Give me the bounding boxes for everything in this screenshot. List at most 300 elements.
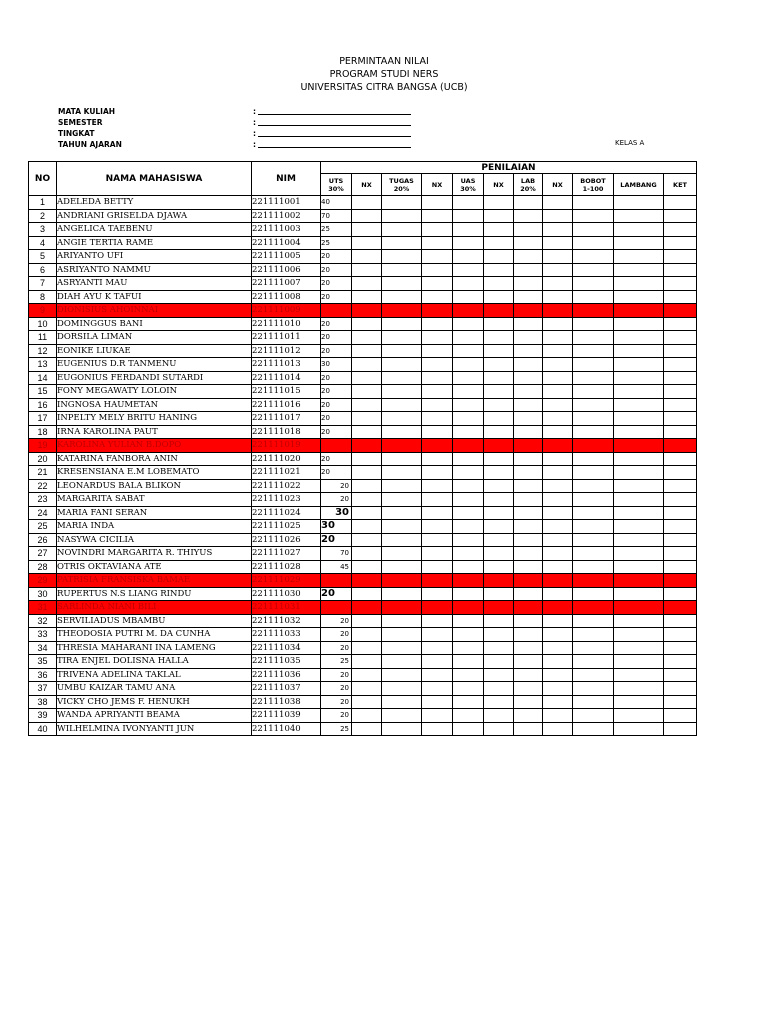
nx-cell <box>422 641 453 655</box>
student-name: ASRIYANTO NAMMU <box>57 263 252 277</box>
tugas-cell <box>382 587 422 601</box>
nx-cell <box>422 425 453 439</box>
tugas-cell <box>382 614 422 628</box>
table-row <box>29 304 697 318</box>
nx-cell <box>543 250 573 264</box>
nx-cell <box>484 209 514 223</box>
nx-cell <box>484 493 514 507</box>
uts-score: 20 <box>321 398 352 412</box>
table-row <box>29 250 697 264</box>
lab-cell <box>514 547 543 561</box>
lambang-cell <box>614 641 664 655</box>
student-no: 6 <box>29 263 57 277</box>
nx-cell <box>352 412 382 426</box>
nx-cell <box>543 547 573 561</box>
uas-cell <box>453 223 484 237</box>
lambang-cell <box>614 614 664 628</box>
ket-cell <box>664 209 697 223</box>
grade-table <box>28 161 697 736</box>
ket-cell <box>664 614 697 628</box>
student-no: 27 <box>29 547 57 561</box>
table-row <box>29 196 697 210</box>
lab-cell <box>514 506 543 520</box>
nx-cell <box>352 520 382 534</box>
header-nx: NX <box>484 174 514 196</box>
bobot-cell <box>573 466 614 480</box>
student-nim: 221111005 <box>252 250 321 264</box>
student-name: ANGELICA TAEBENU <box>57 223 252 237</box>
student-nim: 221111039 <box>252 709 321 723</box>
nx-cell <box>422 574 453 588</box>
lambang-cell <box>614 223 664 237</box>
nx-cell <box>484 196 514 210</box>
student-name: ADELEDA BETTY <box>57 196 252 210</box>
nx-cell <box>543 682 573 696</box>
nx-cell <box>484 587 514 601</box>
bobot-cell <box>573 479 614 493</box>
nx-cell <box>484 398 514 412</box>
table-row <box>29 209 697 223</box>
student-nim: 221111027 <box>252 547 321 561</box>
student-name: ARIYANTO UFI <box>57 250 252 264</box>
bobot-cell <box>573 277 614 291</box>
nx-cell <box>352 506 382 520</box>
nx-cell <box>352 358 382 372</box>
bobot-cell <box>573 493 614 507</box>
ket-cell <box>664 371 697 385</box>
table-row <box>29 682 697 696</box>
nx-cell <box>543 358 573 372</box>
student-nim: 221111003 <box>252 223 321 237</box>
student-name: TIRA ENJEL DOLISNA HALLA <box>57 655 252 669</box>
uas-cell <box>453 277 484 291</box>
lambang-cell <box>614 371 664 385</box>
nx-cell <box>543 452 573 466</box>
nx-cell <box>422 331 453 345</box>
uts-score <box>321 574 352 588</box>
uas-cell <box>453 385 484 399</box>
nx-cell <box>543 601 573 615</box>
nx-cell <box>543 263 573 277</box>
student-nim: 221111002 <box>252 209 321 223</box>
student-no: 28 <box>29 560 57 574</box>
nx-cell <box>484 466 514 480</box>
nx-cell <box>543 209 573 223</box>
table-row <box>29 358 697 372</box>
semester-label: SEMESTER <box>58 118 103 127</box>
nx-cell <box>484 709 514 723</box>
bobot-cell <box>573 452 614 466</box>
nx-cell <box>352 533 382 547</box>
nx-cell <box>543 277 573 291</box>
lambang-cell <box>614 209 664 223</box>
nx-cell <box>422 452 453 466</box>
lambang-cell <box>614 439 664 453</box>
colon: : <box>253 129 256 138</box>
lab-cell <box>514 641 543 655</box>
lab-cell <box>514 587 543 601</box>
header-no: NO <box>29 162 57 196</box>
ket-cell <box>664 263 697 277</box>
blank-line <box>258 125 411 126</box>
student-nim: 221111019 <box>252 439 321 453</box>
bobot-cell <box>573 412 614 426</box>
bobot-cell <box>573 358 614 372</box>
table-row <box>29 655 697 669</box>
ket-cell <box>664 479 697 493</box>
student-no: 11 <box>29 331 57 345</box>
uts-score: 20 <box>321 628 352 642</box>
ket-cell <box>664 344 697 358</box>
student-nim: 221111006 <box>252 263 321 277</box>
student-nim: 221111034 <box>252 641 321 655</box>
lab-cell <box>514 263 543 277</box>
header-nama: NAMA MAHASISWA <box>57 162 252 196</box>
lambang-cell <box>614 560 664 574</box>
nx-cell <box>352 304 382 318</box>
student-rows <box>29 196 697 736</box>
nx-cell <box>543 425 573 439</box>
nx-cell <box>484 560 514 574</box>
table-row <box>29 533 697 547</box>
colon: : <box>253 140 256 149</box>
bobot-cell <box>573 236 614 250</box>
student-nim: 221111008 <box>252 290 321 304</box>
nx-cell <box>352 196 382 210</box>
nx-cell <box>484 601 514 615</box>
student-no: 40 <box>29 722 57 736</box>
student-no: 36 <box>29 668 57 682</box>
nx-cell <box>543 641 573 655</box>
student-no: 37 <box>29 682 57 696</box>
table-row <box>29 236 697 250</box>
nx-cell <box>422 277 453 291</box>
nx-cell <box>484 668 514 682</box>
table-row <box>29 398 697 412</box>
student-name: ANDRIANI GRISELDA DJAWA <box>57 209 252 223</box>
bobot-cell <box>573 695 614 709</box>
lambang-cell <box>614 547 664 561</box>
tugas-cell <box>382 695 422 709</box>
tugas-cell <box>382 560 422 574</box>
nx-cell <box>422 385 453 399</box>
student-no: 38 <box>29 695 57 709</box>
uas-cell <box>453 331 484 345</box>
uas-cell <box>453 493 484 507</box>
student-nim: 221111009 <box>252 304 321 318</box>
nx-cell <box>422 587 453 601</box>
lambang-cell <box>614 263 664 277</box>
uas-cell <box>453 520 484 534</box>
tugas-cell <box>382 344 422 358</box>
nx-cell <box>352 263 382 277</box>
table-row <box>29 709 697 723</box>
ket-cell <box>664 412 697 426</box>
nx-cell <box>484 574 514 588</box>
info-row-tingkat <box>58 128 658 139</box>
student-no: 14 <box>29 371 57 385</box>
nx-cell <box>543 493 573 507</box>
student-no: 22 <box>29 479 57 493</box>
bobot-cell <box>573 560 614 574</box>
table-row <box>29 628 697 642</box>
uts-score: 20 <box>321 614 352 628</box>
lambang-cell <box>614 317 664 331</box>
bobot-cell <box>573 331 614 345</box>
student-name: DIAH AYU K TAFUI <box>57 290 252 304</box>
nx-cell <box>352 628 382 642</box>
lab-cell <box>514 196 543 210</box>
lab-cell <box>514 209 543 223</box>
student-name: INGNOSA HAUMETAN <box>57 398 252 412</box>
tugas-cell <box>382 493 422 507</box>
student-name: SERVILIADUS MBAMBU <box>57 614 252 628</box>
nx-cell <box>352 250 382 264</box>
lab-cell <box>514 331 543 345</box>
table-row <box>29 371 697 385</box>
nx-cell <box>352 344 382 358</box>
nx-cell <box>543 722 573 736</box>
uts-score: 25 <box>321 223 352 237</box>
lab-cell <box>514 412 543 426</box>
bobot-cell <box>573 587 614 601</box>
uas-cell <box>453 344 484 358</box>
tugas-cell <box>382 385 422 399</box>
lambang-cell <box>614 628 664 642</box>
student-nim: 221111037 <box>252 682 321 696</box>
nx-cell <box>422 682 453 696</box>
ket-cell <box>664 304 697 318</box>
lambang-cell <box>614 358 664 372</box>
bobot-cell <box>573 574 614 588</box>
ket-cell <box>664 331 697 345</box>
uas-cell <box>453 574 484 588</box>
nx-cell <box>352 655 382 669</box>
uts-score: 25 <box>321 655 352 669</box>
student-no: 17 <box>29 412 57 426</box>
student-nim: 221111017 <box>252 412 321 426</box>
nx-cell <box>352 425 382 439</box>
student-no: 10 <box>29 317 57 331</box>
tugas-cell <box>382 479 422 493</box>
lambang-cell <box>614 385 664 399</box>
uas-cell <box>453 466 484 480</box>
lambang-cell <box>614 290 664 304</box>
student-nim: 221111033 <box>252 628 321 642</box>
nx-cell <box>484 250 514 264</box>
uts-score <box>321 601 352 615</box>
uas-cell <box>453 614 484 628</box>
header-ket: KET <box>664 174 697 196</box>
student-name: THRESIA MAHARANI INA LAMENG <box>57 641 252 655</box>
nx-cell <box>422 209 453 223</box>
student-name: LEONARDUS BALA BLIKON <box>57 479 252 493</box>
ket-cell <box>664 668 697 682</box>
lab-cell <box>514 452 543 466</box>
uts-score: 30 <box>321 520 352 534</box>
student-no: 34 <box>29 641 57 655</box>
student-name: IRNA KAROLINA PAUT <box>57 425 252 439</box>
nx-cell <box>484 236 514 250</box>
student-nim: 221111036 <box>252 668 321 682</box>
bobot-cell <box>573 344 614 358</box>
student-nim: 221111023 <box>252 493 321 507</box>
tugas-cell <box>382 655 422 669</box>
lambang-cell <box>614 709 664 723</box>
nx-cell <box>422 344 453 358</box>
lab-cell <box>514 250 543 264</box>
nx-cell <box>422 628 453 642</box>
header-nx: NX <box>543 174 573 196</box>
uts-score: 20 <box>321 682 352 696</box>
student-no: 18 <box>29 425 57 439</box>
nx-cell <box>484 223 514 237</box>
nx-cell <box>543 466 573 480</box>
student-nim: 221111011 <box>252 331 321 345</box>
lambang-cell <box>614 601 664 615</box>
uas-cell <box>453 439 484 453</box>
tugas-cell <box>382 223 422 237</box>
student-no: 35 <box>29 655 57 669</box>
nx-cell <box>422 304 453 318</box>
course-info <box>58 106 658 150</box>
document-title: PERMINTAAN NILAI <box>339 56 429 67</box>
lambang-cell <box>614 331 664 345</box>
nx-cell <box>422 412 453 426</box>
nx-cell <box>543 439 573 453</box>
nx-cell <box>543 533 573 547</box>
lambang-cell <box>614 479 664 493</box>
lambang-cell <box>614 452 664 466</box>
uas-cell <box>453 547 484 561</box>
nx-cell <box>543 479 573 493</box>
tugas-cell <box>382 533 422 547</box>
nx-cell <box>422 398 453 412</box>
nx-cell <box>484 695 514 709</box>
tugas-cell <box>382 722 422 736</box>
uts-score: 20 <box>321 452 352 466</box>
nx-cell <box>352 371 382 385</box>
lambang-cell <box>614 574 664 588</box>
student-name: WILHELMINA IVONYANTI JUN <box>57 722 252 736</box>
lambang-cell <box>614 466 664 480</box>
uts-score: 45 <box>321 560 352 574</box>
nx-cell <box>484 358 514 372</box>
nx-cell <box>484 628 514 642</box>
tugas-cell <box>382 263 422 277</box>
lab-cell <box>514 385 543 399</box>
uts-score: 30 <box>321 506 352 520</box>
bobot-cell <box>573 223 614 237</box>
nx-cell <box>422 601 453 615</box>
lab-cell <box>514 304 543 318</box>
uts-score: 25 <box>321 236 352 250</box>
uas-cell <box>453 533 484 547</box>
nx-cell <box>422 263 453 277</box>
lab-cell <box>514 466 543 480</box>
ket-cell <box>664 722 697 736</box>
ket-cell <box>664 601 697 615</box>
nx-cell <box>543 223 573 237</box>
nx-cell <box>543 412 573 426</box>
lambang-cell <box>614 520 664 534</box>
nx-cell <box>543 331 573 345</box>
lambang-cell <box>614 277 664 291</box>
lambang-cell <box>614 533 664 547</box>
student-no: 25 <box>29 520 57 534</box>
uas-cell <box>453 317 484 331</box>
lambang-cell <box>614 655 664 669</box>
nx-cell <box>484 290 514 304</box>
student-nim: 221111015 <box>252 385 321 399</box>
header-uts: UTS 30% <box>321 174 352 196</box>
table-row <box>29 506 697 520</box>
nx-cell <box>484 304 514 318</box>
nx-cell <box>352 209 382 223</box>
table-row <box>29 520 697 534</box>
lambang-cell <box>614 304 664 318</box>
nx-cell <box>352 398 382 412</box>
student-no: 13 <box>29 358 57 372</box>
uas-cell <box>453 304 484 318</box>
ket-cell <box>664 358 697 372</box>
tugas-cell <box>382 709 422 723</box>
lab-cell <box>514 601 543 615</box>
uts-score: 20 <box>321 331 352 345</box>
nx-cell <box>422 479 453 493</box>
nx-cell <box>422 223 453 237</box>
bobot-cell <box>573 668 614 682</box>
nx-cell <box>543 695 573 709</box>
tugas-cell <box>382 466 422 480</box>
student-nim: 221111031 <box>252 601 321 615</box>
nx-cell <box>422 371 453 385</box>
nx-cell <box>422 655 453 669</box>
bobot-cell <box>573 628 614 642</box>
student-nim: 221111028 <box>252 560 321 574</box>
student-name: MARGARITA SABAT <box>57 493 252 507</box>
student-name: RUPERTUS N.S LIANG RINDU <box>57 587 252 601</box>
nx-cell <box>484 452 514 466</box>
student-nim: 221111022 <box>252 479 321 493</box>
bobot-cell <box>573 317 614 331</box>
uts-score: 20 <box>321 317 352 331</box>
student-nim: 221111025 <box>252 520 321 534</box>
uas-cell <box>453 412 484 426</box>
tugas-cell <box>382 574 422 588</box>
student-nim: 221111038 <box>252 695 321 709</box>
student-no: 26 <box>29 533 57 547</box>
nx-cell <box>352 317 382 331</box>
uts-score: 20 <box>321 466 352 480</box>
student-nim: 221111012 <box>252 344 321 358</box>
lambang-cell <box>614 250 664 264</box>
nx-cell <box>352 439 382 453</box>
ket-cell <box>664 196 697 210</box>
student-name: FONY MEGAWATY LOLOIN <box>57 385 252 399</box>
tugas-cell <box>382 250 422 264</box>
lambang-cell <box>614 682 664 696</box>
nx-cell <box>484 722 514 736</box>
ket-cell <box>664 709 697 723</box>
nx-cell <box>352 479 382 493</box>
lambang-cell <box>614 695 664 709</box>
student-name: MARIA FANI SERAN <box>57 506 252 520</box>
student-name: TRIVENA ADELINA TAKLAL <box>57 668 252 682</box>
tingkat-label: TINGKAT <box>58 129 95 138</box>
lambang-cell <box>614 506 664 520</box>
student-name: KAROLINA YULIAN B.DOPO <box>57 439 252 453</box>
